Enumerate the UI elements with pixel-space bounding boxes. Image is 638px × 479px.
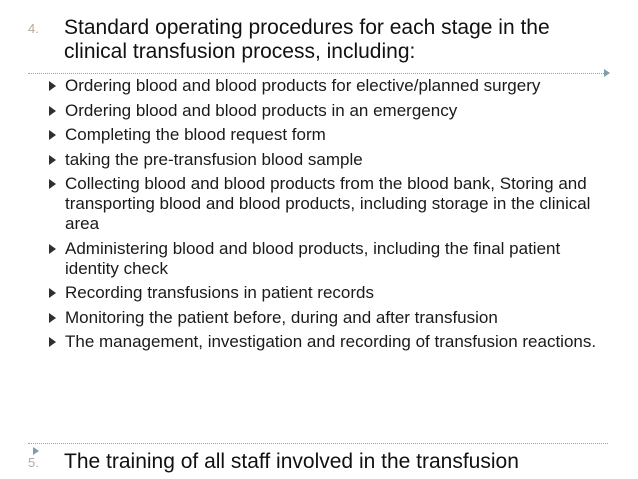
- list-item-text: Completing the blood request form: [65, 125, 326, 144]
- list-item: [46, 76, 606, 96]
- triangle-bullet-icon: [46, 308, 65, 328]
- numbered-item-4: [28, 16, 608, 64]
- list-item-text: Collecting blood and blood products from the blood bank, Storing and transporting blood and blood products, including storage in the clinical area: [65, 174, 591, 233]
- item-number: 4.: [28, 21, 39, 36]
- list-item: [46, 174, 606, 234]
- triangle-bullet-icon: [46, 239, 65, 259]
- item-text: The training of all staff involved in the transfusion: [64, 450, 519, 473]
- triangle-bullet-icon: [46, 283, 65, 303]
- list-item-text: Monitoring the patient before, during and after transfusion: [65, 307, 498, 327]
- list-item: [46, 283, 606, 303]
- list-item: [46, 125, 606, 145]
- triangle-bullet-icon: [46, 125, 65, 145]
- dotted-divider: [28, 443, 608, 444]
- list-item-text: Recording transfusions in patient records: [65, 283, 374, 302]
- list-item-text: Ordering blood and blood products for elective/planned surgery: [65, 76, 541, 95]
- numbered-item-5: [28, 450, 608, 474]
- item-text: Standard operating procedures for each stage in the clinical transfusion process, including:: [64, 16, 550, 63]
- list-item: [46, 308, 606, 328]
- bullet-list: [46, 76, 606, 357]
- list-item: [46, 332, 606, 352]
- list-item: [46, 150, 606, 170]
- list-item-text: The management, investigation and recording of transfusion reactions.: [65, 332, 597, 351]
- list-item-text: Administering blood and blood products, including the final patient identity check: [65, 238, 561, 278]
- triangle-bullet-icon: [46, 174, 65, 194]
- item-number: 5.: [28, 455, 39, 470]
- dotted-divider: [28, 73, 608, 74]
- triangle-bullet-icon: [46, 76, 65, 96]
- list-item-text: Ordering blood and blood products in an emergency: [65, 100, 458, 120]
- triangle-bullet-icon: [46, 150, 65, 170]
- triangle-bullet-icon: [46, 101, 65, 121]
- list-item-text: taking the pre-transfusion blood sample: [65, 149, 363, 169]
- list-item: [46, 101, 606, 121]
- list-item: [46, 239, 606, 279]
- triangle-bullet-icon: [46, 332, 65, 352]
